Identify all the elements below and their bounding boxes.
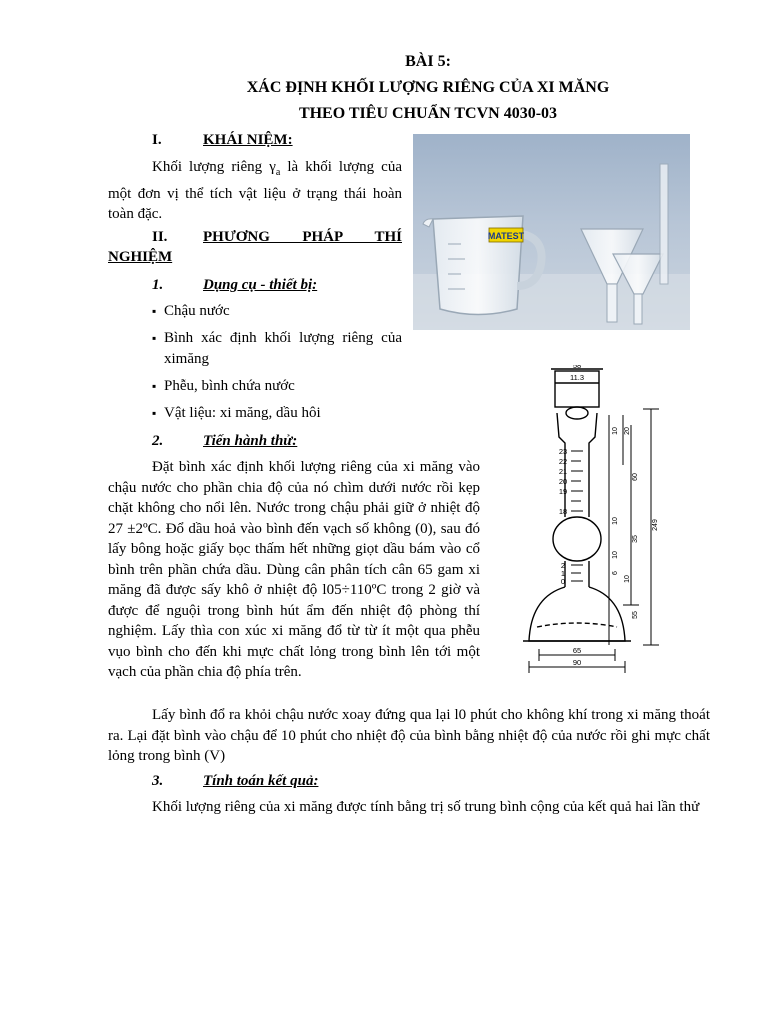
subsection-3-number: 3. (152, 773, 164, 789)
gamma-symbol: γ (269, 159, 276, 175)
svg-text:35: 35 (632, 535, 639, 543)
definition-paragraph: Khối lượng riêng $\gamma_a$ là khối lượng của một đơn vị thể tích vật liệu ở trạng thái hoàn toàn đặc. (108, 159, 402, 222)
section-2-heading-cont: NGHIỆM (108, 249, 173, 265)
svg-text:10: 10 (624, 575, 631, 583)
svg-text:65: 65 (572, 646, 582, 655)
procedure-paragraph: Đặt bình xác định khối lượng riêng của xi măng vào chậu nước cho phần chia độ của nó chìm dưới nước rồi kẹp chặt không cho nổi lên. Nước trong chậu phải giữ ở nhiệt độ 27 ±2ºC. Đổ dầu hoả vào bình đến vạch số không (0), sau đó lấy bông hoặc giấy bọc thấm hết những giọt dầu bám vào cổ bình trên phần chứa dầu. Dùng cân phân tích cân 65 gam xi măng đã được sấy khô ở nhiệt độ l05÷110ºC trong 2 giờ và được để nguội trong bình hút ẩm đến nhiệt độ phòng thí nghiệm. Lấy thìa con xúc xi măng đổ từ từ ít một qua phễu vụo bình cho đến khi mực chất lỏng trong bình lên tới một vạch của phần chia độ phía trên. (108, 459, 480, 680)
lesson-title: XÁC ĐỊNH KHỐI LƯỢNG RIÊNG CỦA XI MĂNG (246, 79, 610, 96)
svg-text:0: 0 (560, 577, 566, 586)
section-2-number: II. (152, 229, 168, 245)
section-1-number: I. (152, 132, 162, 148)
svg-text:2: 2 (560, 561, 566, 570)
list-item: ▪ Chậu nước (152, 303, 230, 319)
list-item: ▪ Phễu, bình chứa nước (152, 378, 295, 394)
lesson-standard: THEO TIÊU CHUẨN TCVN 4030-03 (298, 105, 558, 122)
svg-text:10: 10 (612, 517, 619, 525)
flask-drawing-svg (519, 365, 665, 683)
svg-text:55: 55 (632, 611, 639, 619)
equipment-photo-art (413, 134, 690, 330)
svg-text:90: 90 (572, 658, 582, 667)
section-1-heading: KHÁI NIỆM: (203, 132, 293, 148)
svg-text:60: 60 (632, 473, 639, 481)
subsection-1-heading: Dụng cụ - thiết bị: (203, 277, 318, 293)
section-2-heading: PHƯƠNG PHÁP THÍ (203, 229, 402, 245)
svg-text:10: 10 (612, 427, 619, 435)
subsection-3-heading: Tính toán kết quả: (203, 773, 319, 789)
svg-text:249: 249 (652, 519, 659, 531)
svg-text:10: 10 (612, 551, 619, 559)
svg-text:23: 23 (558, 447, 568, 456)
svg-text:22: 22 (558, 457, 568, 466)
svg-text:19: 19 (558, 487, 568, 496)
flask-technical-drawing (519, 365, 665, 683)
equipment-photo (413, 134, 690, 330)
svg-text:MATEST: MATEST (487, 231, 525, 241)
subsection-2-heading: Tiến hành thử: (203, 433, 298, 449)
svg-text:21: 21 (558, 467, 568, 476)
svg-text:1: 1 (560, 569, 566, 578)
svg-text:20: 20 (558, 477, 568, 486)
svg-text:58: 58 (572, 365, 582, 370)
list-item: ▪ Bình xác định khối lượng riêng của ximăng (152, 330, 402, 367)
svg-text:18: 18 (558, 507, 568, 516)
procedure-paragraph-2: Lấy bình đổ ra khỏi chậu nước xoay đứng qua lại l0 phút cho không khí trong xi măng thoát ra. Lại đặt bình vào chậu để 10 phút cho nhiệt độ của bình bằng nhiệt độ của nước rồi ghi mực chất lỏng trong bình (V) (108, 707, 710, 764)
list-item: ▪ Vật liệu: xi măng, dầu hôi (152, 405, 321, 421)
svg-text:6: 6 (612, 571, 619, 575)
svg-text:11.3: 11.3 (569, 373, 585, 382)
lesson-number: BÀI 5: (405, 53, 451, 70)
subsection-2-number: 2. (152, 433, 164, 449)
result-paragraph: Khối lượng riêng của xi măng được tính bằng trị số trung bình cộng của kết quả hai lần thử (152, 799, 700, 815)
svg-text:20: 20 (624, 427, 631, 435)
subsection-1-number: 1. (152, 277, 164, 293)
